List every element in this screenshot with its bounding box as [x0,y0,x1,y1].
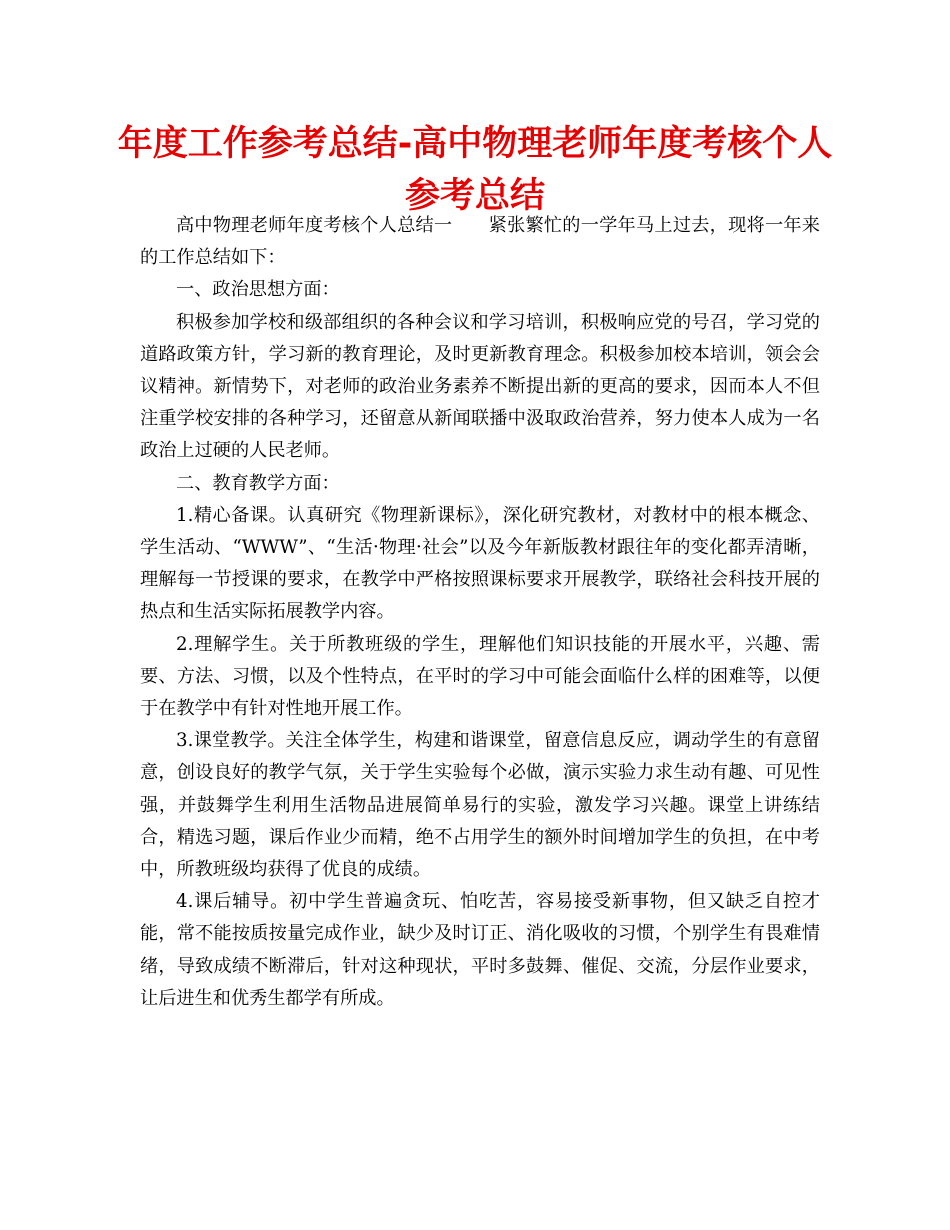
document-body [140,210,820,1015]
paragraph-lesson-prep: 1.精心备课。认真研究《物理新课标》，深化研究教材，对教材中的根本概念、学生活动、“WWW”、“生活·物理·社会”以及今年新版教材跟往年的变化都弄清晰，理解每一节授课的要求，在教学中严格按照课标要求开展教学，联络社会科技开展的热点和生活实际拓展教学内容。 [140,504,820,623]
paragraph-understand-students: 2.理解学生。关于所教班级的学生，理解他们知识技能的开展水平，兴趣、需要、方法、习惯，以及个性特点，在平时的学习中可能会面临什么样的困难等，以便于在教学中有针对性地开展工作。 [140,633,820,720]
document-title: 年度工作参考总结-高中物理老师年度考核个人参考总结 [117,124,833,216]
intro-text: 紧张繁忙的一学年马上过去，现将一年来的工作总结如下： [140,215,820,269]
section-heading-politics: 一、政治思想方面： [176,279,340,301]
intro-heading: 高中物理老师年度考核个人总结一 [176,215,453,236]
intro-paragraph [140,210,820,274]
section-heading-teaching: 二、教育教学方面： [176,472,340,494]
paragraph-politics: 积极参加学校和级部组织的各种会议和学习培训，积极响应党的号召，学习党的道路政策方针，学习新的教育理论，及时更新教育理念。积极参加校本培训，领会会议精神。新情势下，对老师的政治业务素养不断提出新的更高的要求，因而本人不但注重学校安排的各种学习，还留意从新闻联播中汲取政治营养，努力使本人成为一名政治上过硬的人民老师。 [140,311,820,462]
paragraph-after-class-tutoring: 4.课后辅导。初中学生普遍贪玩、怕吃苦，容易接受新事物，但又缺乏自控才能，常不能按质按量完成作业，缺少及时订正、消化吸收的习惯，个别学生有畏难情绪，导致成绩不断滞后，针对这种现状，平时多鼓舞、催促、交流，分层作业要求，让后进生和优秀生都学有所成。 [140,891,820,1009]
paragraph-classroom-teaching: 3.课堂教学。关注全体学生，构建和谐课堂，留意信息反应，调动学生的有意留意，创设良好的教学气氛，关于学生实验每个必做，演示实验力求生动有趣、可见性强，并鼓舞学生利用生活物品进展简单易行的实验，激发学习兴趣。课堂上讲练结合，精选习题，课后作业少而精，绝不占用学生的额外时间增加学生的负担，在中考中，所教班级均获得了优良的成绩。 [140,730,820,881]
